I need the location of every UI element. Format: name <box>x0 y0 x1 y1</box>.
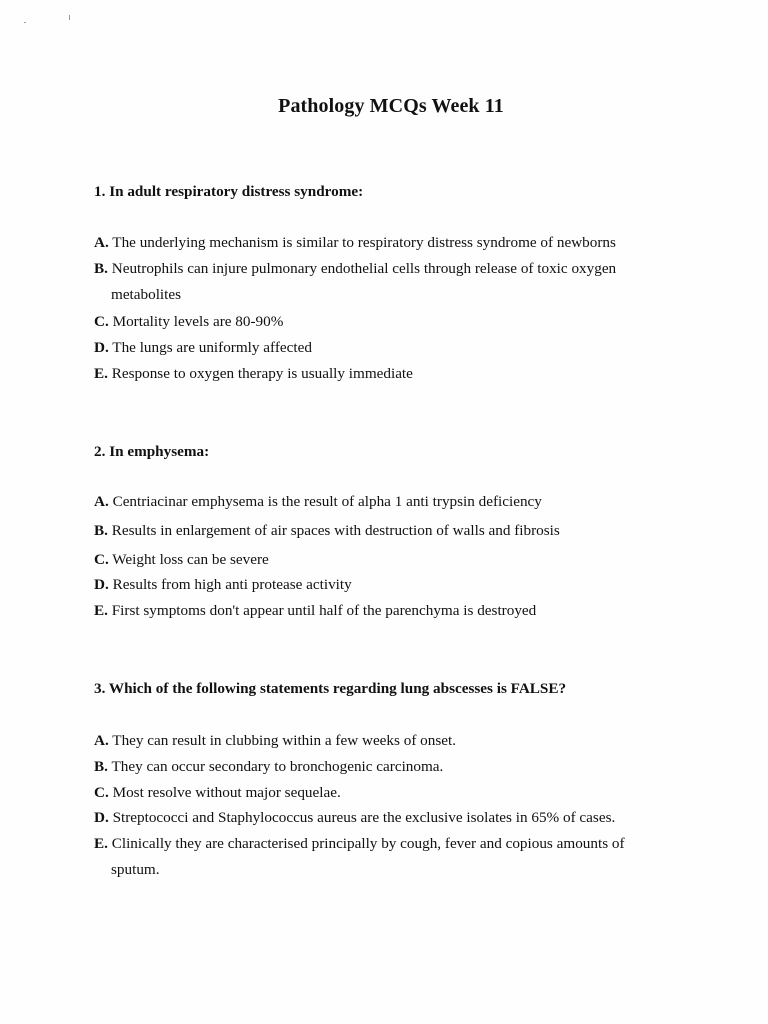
question-2-option-d <box>94 572 654 598</box>
option-text: The lungs are uniformly affected <box>112 339 312 356</box>
question-3-option-b <box>94 754 654 780</box>
option-letter: D. <box>94 809 109 826</box>
question-1-option-d <box>94 335 654 361</box>
option-letter: B. <box>94 522 108 539</box>
question-3-option-c <box>94 780 654 806</box>
option-letter: A. <box>94 732 109 749</box>
question-1-option-e <box>94 361 654 387</box>
option-text: Weight loss can be severe <box>112 551 269 568</box>
option-letter: E. <box>94 835 108 852</box>
option-letter: C. <box>94 551 109 568</box>
option-letter: D. <box>94 576 109 593</box>
option-letter: A. <box>94 493 109 510</box>
scan-speck <box>24 22 26 23</box>
option-text-continuation: metabolites <box>111 286 182 303</box>
option-letter: B. <box>94 758 108 775</box>
question-3-option-e <box>94 831 654 883</box>
option-text: Response to oxygen therapy is usually immediate <box>111 365 413 382</box>
option-letter: B. <box>94 260 108 277</box>
option-text: They can occur secondary to bronchogenic carcinoma. <box>111 758 444 775</box>
option-text: Clinically they are characterised principally by cough, fever and copious amounts of <box>111 835 625 852</box>
option-text: The underlying mechanism is similar to respiratory distress syndrome of newborns <box>112 234 616 251</box>
option-text: Mortality levels are 80-90% <box>112 313 284 330</box>
question-2-option-e <box>94 598 654 624</box>
page-title: Pathology MCQs Week 11 <box>278 95 504 117</box>
option-text: Neutrophils can injure pulmonary endothelial cells through release of toxic oxygen <box>111 260 617 277</box>
option-letter: C. <box>94 313 109 330</box>
question-1-option-b <box>94 256 654 308</box>
question-1-stem: 1. In adult respiratory distress syndrome: <box>94 183 364 200</box>
question-1-option-a <box>94 230 654 256</box>
option-text: Centriacinar emphysema is the result of alpha 1 anti trypsin deficiency <box>112 493 542 510</box>
option-letter: E. <box>94 365 108 382</box>
option-text: Streptococci and Staphylococcus aureus are the exclusive isolates in 65% of cases. <box>112 809 616 826</box>
option-letter: C. <box>94 784 109 801</box>
question-3-stem: 3. Which of the following statements regarding lung abscesses is FALSE? <box>94 680 567 697</box>
option-text: Results from high anti protease activity <box>112 576 352 593</box>
option-letter: D. <box>94 339 109 356</box>
question-2-option-b <box>94 518 654 544</box>
question-1-option-c <box>94 309 654 335</box>
question-3-option-d <box>94 805 654 831</box>
option-letter: E. <box>94 602 108 619</box>
option-text-continuation: sputum. <box>111 861 160 878</box>
question-3-option-a <box>94 728 654 754</box>
option-text: Most resolve without major sequelae. <box>112 784 341 801</box>
question-2-option-c <box>94 547 654 573</box>
option-letter: A. <box>94 234 109 251</box>
option-text: They can result in clubbing within a few weeks of onset. <box>112 732 457 749</box>
scan-speck <box>69 15 70 20</box>
question-2-option-a <box>94 489 654 515</box>
option-text: Results in enlargement of air spaces with destruction of walls and fibrosis <box>111 522 560 539</box>
option-text: First symptoms don't appear until half of the parenchyma is destroyed <box>111 602 537 619</box>
question-2-stem: 2. In emphysema: <box>94 443 210 460</box>
